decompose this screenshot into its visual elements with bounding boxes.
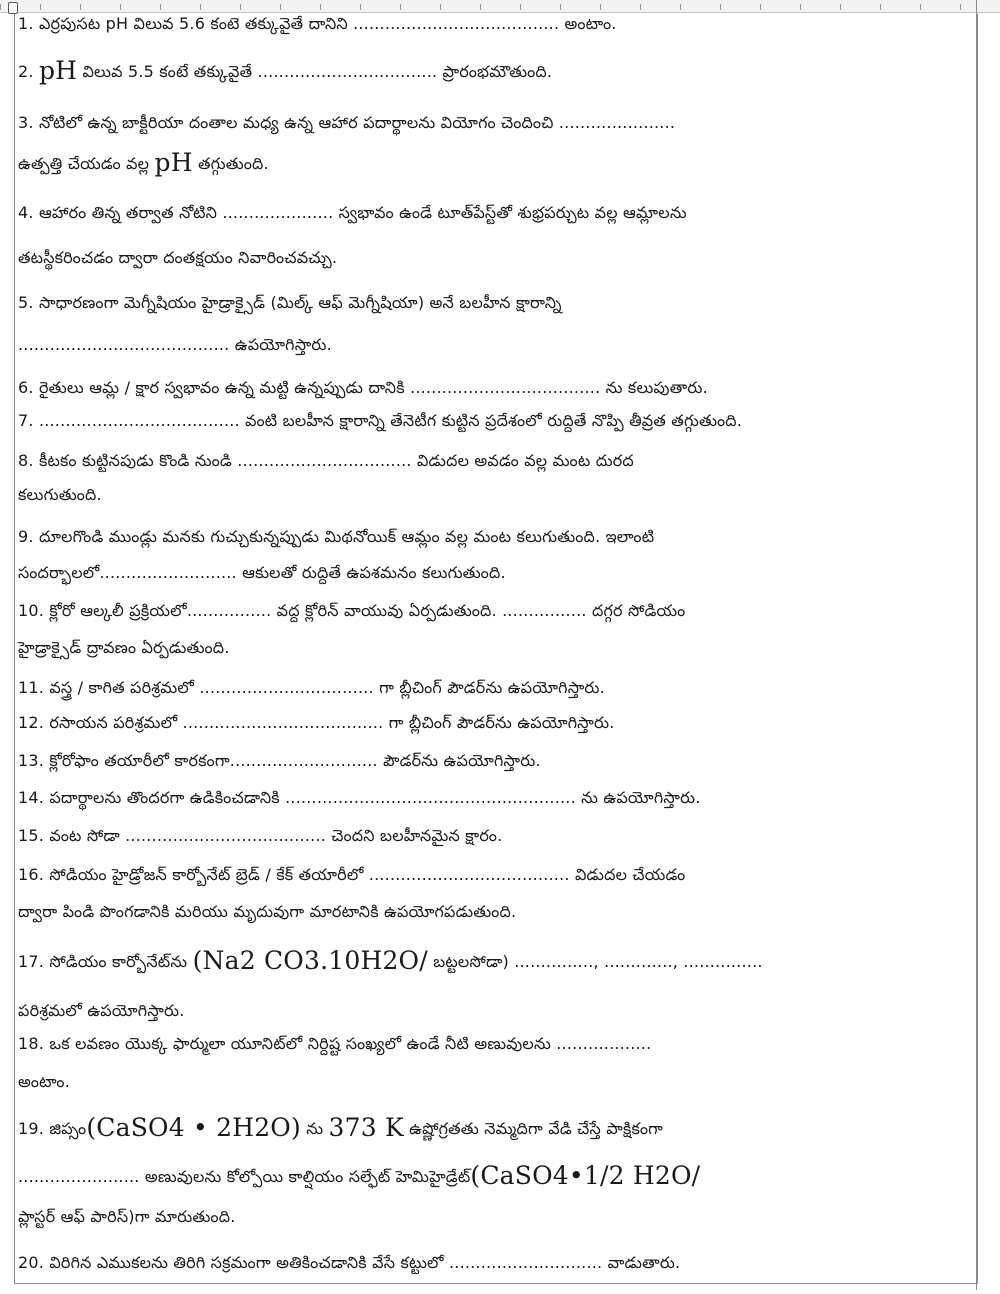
ruler-tick xyxy=(200,4,201,10)
question-19-text-final: ప్లాస్టర్ ఆఫ్ పారిస్)గా మారుతుంది. xyxy=(18,1207,236,1226)
question-18-text-cont: అంటాం. xyxy=(18,1072,71,1091)
question-12 xyxy=(18,712,615,734)
top-ruler xyxy=(0,0,1000,13)
question-2 xyxy=(18,56,553,85)
ruler-tick xyxy=(960,4,961,10)
question-17-line-2 xyxy=(18,1000,185,1022)
question-15-text: 15. వంట సోడా ...................................... చెందని బలహీనమైన క్షారం. xyxy=(18,826,503,845)
ruler-tick xyxy=(400,4,401,10)
ruler-tick xyxy=(600,4,601,10)
question-1 xyxy=(18,13,617,35)
question-15 xyxy=(18,825,502,847)
question-4-line-2 xyxy=(18,247,337,269)
question-20-text: 20. విరిగిన ఎముకలను తిరిగి సక్రమంగా అతికించడానికి వేసే కట్టులో ............................. వాడుతారు. xyxy=(18,1253,681,1272)
question-3-ph: pH xyxy=(154,148,193,177)
ruler-tick xyxy=(640,4,641,10)
question-5-line-1 xyxy=(18,292,562,314)
ruler-tick xyxy=(280,4,281,10)
question-16-line-2 xyxy=(18,901,516,923)
question-2-ph: pH xyxy=(38,56,78,85)
question-19-line-3 xyxy=(18,1206,235,1228)
question-5-text: 5. సాధారణంగా మెగ్నీషియం హైడ్రాక్సైడ్ (మిల్క్ ఆఫ్ మెగ్నీషియా) అనే బలహీన క్షారాన్ని xyxy=(18,293,562,312)
ruler-tick xyxy=(160,4,161,10)
question-8-line-2 xyxy=(18,484,102,506)
page-right-edge xyxy=(976,0,977,1290)
ruler-tick xyxy=(800,4,801,10)
question-18-line-1 xyxy=(18,1033,651,1055)
question-6-text: 6. రైతులు ఆమ్ల / క్షార స్వభావం ఉన్న మట్టి ఉన్నప్పుడు దానికి .................................... ను కలుపుతారు. xyxy=(18,378,708,397)
question-14 xyxy=(18,787,701,809)
question-4-text-cont: తటస్థీకరించడం ద్వారా దంతక్షయం నివారించవచ్చు. xyxy=(18,248,338,267)
question-1-text: 1. ఎర్రపుసట pH విలువ 5.6 కంటె తక్కువైతే దానిని ....................................... అంటాం. xyxy=(18,14,617,33)
question-19-line-1 xyxy=(18,1113,664,1142)
question-14-text: 14. పదార్థాలను తొందరగా ఉడికించడానికి ....................................................... ను ఉపయోగిస్తారు. xyxy=(18,788,701,807)
question-3-text-cont: ఉత్పత్తి చేయడం వల్ల xyxy=(18,154,155,173)
question-17-text-cont: పరిశ్రమలో ఉపయోగిస్తారు. xyxy=(18,1001,185,1020)
question-17-text: 17. సోడియం కార్బోనేట్‌ను xyxy=(18,952,193,971)
question-3-text-end: తగ్గుతుంది. xyxy=(192,154,269,173)
page-corner-marker xyxy=(8,2,18,14)
ruler-tick xyxy=(880,4,881,10)
question-5-line-2 xyxy=(18,334,332,356)
question-19-formula-gypsum: (CaSO4 • 2H2O) xyxy=(86,1113,301,1142)
ruler-tick xyxy=(440,4,441,10)
ruler-tick xyxy=(40,4,41,10)
question-8-text: 8. కీటకం కుట్టినపుడు కొండి నుండి ................................. విడుదల అవడం వల్ల మంట దురద xyxy=(18,451,634,470)
question-5-text-cont: ........................................ ఉపయోగిస్తారు. xyxy=(18,335,332,354)
ruler-tick xyxy=(360,4,361,10)
question-10-text: 10. క్లోరో ఆల్కలీ ప్రక్రియలో................ వద్ద క్లోరిన్ వాయువు ఏర్పడుతుంది. ................ దగ్గర సోడియం xyxy=(18,601,686,620)
question-4-text: 4. ఆహారం తిన్న తర్వాత నోటిని ..................... స్వభావం ఉండే టూత్‌పేస్ట్‌తో శుభ్రపర్చుట వల్ల ఆమ్లాలను xyxy=(18,203,687,222)
question-19-text: 19. జిప్సం xyxy=(18,1119,87,1138)
question-13 xyxy=(18,750,541,772)
question-2-number: 2. xyxy=(18,62,39,81)
ruler-tick xyxy=(240,4,241,10)
ruler-tick xyxy=(680,4,681,10)
question-9-line-1 xyxy=(18,526,654,548)
question-19-line-2 xyxy=(18,1161,701,1190)
question-19-temperature: 373 K xyxy=(328,1113,404,1142)
question-17-line-1 xyxy=(18,946,763,975)
question-17-formula: (Na2 CO3.10H2O/ xyxy=(192,946,428,975)
question-13-text: 13. క్లోరోఫాం తయారీలో కారకంగా............................ పౌడర్‌ను ఉపయోగిస్తారు. xyxy=(18,751,541,770)
question-3-line-2 xyxy=(18,148,269,177)
question-11 xyxy=(18,677,605,699)
question-7-text: 7. ...................................... వంటి బలహీన క్షారాన్ని తేనెటీగ కుట్టిన ప్రదేశంలో రుద్దితే నొప్పి తీవ్రత తగ్గుతుంది. xyxy=(18,411,743,430)
question-11-text: 11. వస్త్ర / కాగిత పరిశ్రమలో ................................. గా బ్లీచింగ్ పౌడర్‌ను ఉపయోగిస్తారు. xyxy=(18,678,605,697)
question-8-line-1 xyxy=(18,450,634,472)
question-17-text-end: బట్టలసోడా) ..............., ............., ............... xyxy=(427,952,763,971)
question-10-line-1 xyxy=(18,600,685,622)
ruler-tick xyxy=(520,4,521,10)
question-19-text-end: ఉష్ణోగ్రత‌తు నెమ్మదిగా వేడి చేస్తే పాక్షికంగా xyxy=(403,1119,664,1138)
ruler-tick xyxy=(320,4,321,10)
question-9-text: 9. దూలగొండి ముండ్లు మనకు గుచ్చుకున్నప్పుడు మిథనోయిక్ ఆమ్లం వల్ల మంట కలుగుతుంది. ఇలాంటి xyxy=(18,527,655,546)
question-18-text: 18. ఒక లవణం యొక్క ఫార్ములా యూనిట్‌లో నిర్దిష్ట సంఖ్యలో ఉండే నీటి అణువులను .................. xyxy=(18,1034,652,1053)
ruler-tick xyxy=(920,4,921,10)
question-16-line-1 xyxy=(18,864,685,886)
question-16-text-cont: ద్వారా పిండి పొంగడానికి మరియు మృదువుగా మారటానికి ఉపయోగపడుతుంది. xyxy=(18,902,517,921)
question-16-text: 16. సోడియం హైడ్రోజన్ కార్బోనేట్ బ్రెడ్ / కేక్ తయారీలో ...................................... విడుదల చేయడం xyxy=(18,865,686,884)
question-7 xyxy=(18,410,742,432)
ruler-tick xyxy=(760,4,761,10)
ruler-tick xyxy=(120,4,121,10)
question-19-text-mid: ను xyxy=(300,1119,329,1138)
question-20 xyxy=(18,1252,680,1274)
question-19-formula-plaster: (CaSO4•1/2 H2O/ xyxy=(470,1161,701,1190)
question-2-text: విలువ 5.5 కంటే తక్కువైతే .................................. ప్రారంభమౌతుంది. xyxy=(77,62,553,81)
ruler-tick xyxy=(840,4,841,10)
question-19-text-cont: ....................... అణువులను కోల్పోయి కాల్షియం సల్ఫేట్ హెమిహైడ్రేట్ xyxy=(18,1167,471,1186)
ruler-tick xyxy=(0,4,1,10)
ruler-tick xyxy=(560,4,561,10)
question-9-text-cont: సందర్భాలలో.......................... ఆకులతో రుద్దితే ఉపశమనం కలుగుతుంది. xyxy=(18,563,506,582)
ruler-tick xyxy=(720,4,721,10)
question-10-text-cont: హైడ్రాక్సైడ్ ద్రావణం ఏర్పడుతుంది. xyxy=(18,638,230,657)
question-12-text: 12. రసాయన పరిశ్రమలో ...................................... గా బ్లీచింగ్ పౌడర్‌ను ఉపయోగిస్తారు. xyxy=(18,713,615,732)
question-3-line-1 xyxy=(18,112,675,134)
ruler-tick xyxy=(480,4,481,10)
question-10-line-2 xyxy=(18,637,230,659)
ruler-tick xyxy=(80,4,81,10)
question-6 xyxy=(18,377,708,399)
question-4-line-1 xyxy=(18,202,687,224)
question-18-line-2 xyxy=(18,1071,70,1093)
question-9-line-2 xyxy=(18,562,506,584)
question-3-text: 3. నోటిలో ఉన్న బాక్టీరియా దంతాల మధ్య ఉన్న ఆహార పదార్థాలను వియోగం చెందించి ...................... xyxy=(18,113,676,132)
question-8-text-cont: కలుగుతుంది. xyxy=(18,485,102,504)
